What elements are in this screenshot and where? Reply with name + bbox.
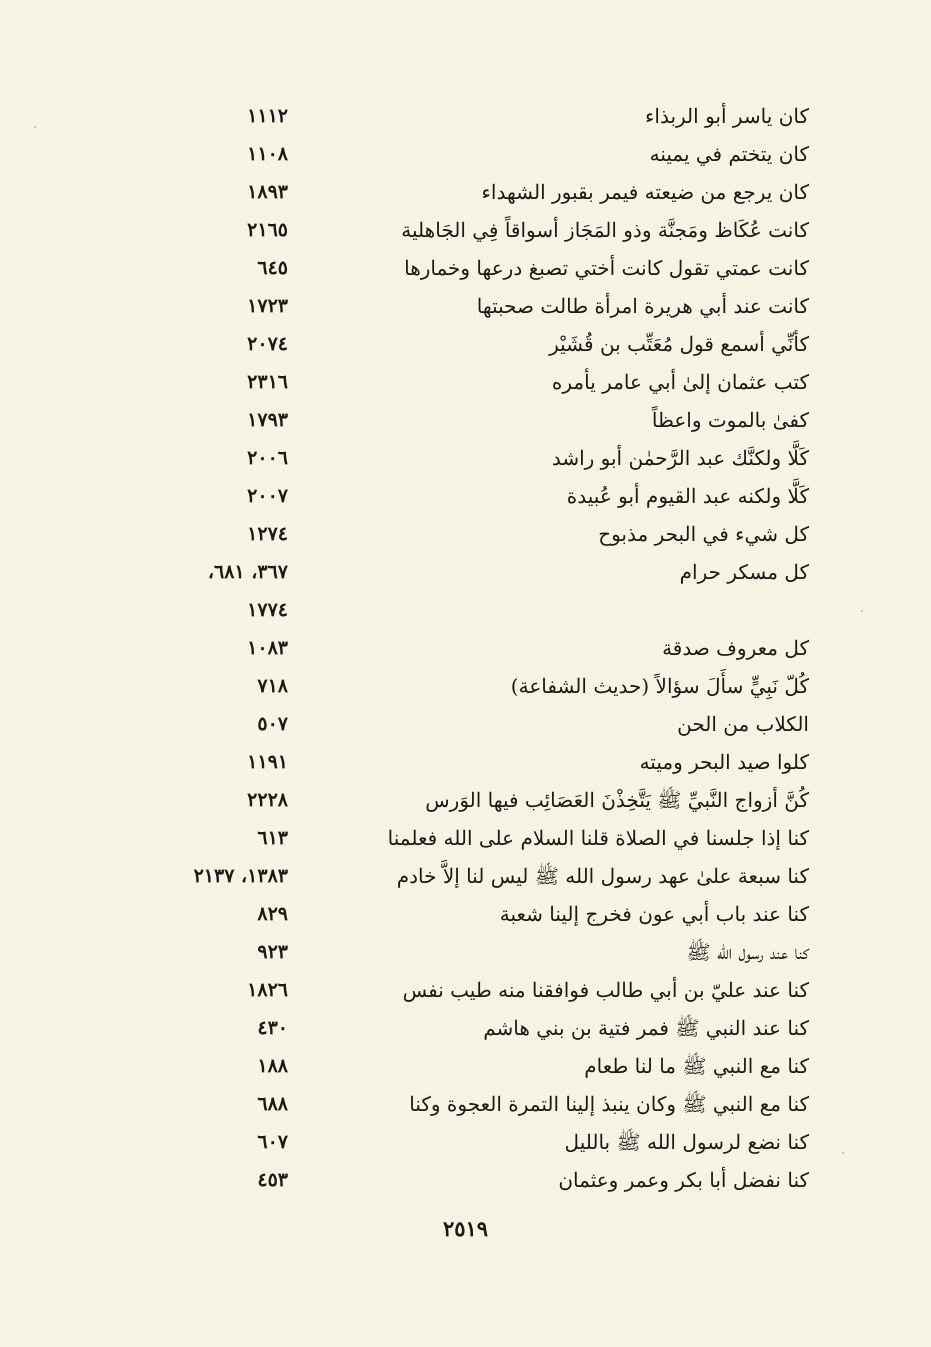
paper-speck [34,126,36,128]
entry-text: كنا سبعة علىٰ عهد رسول الله ﷺ ليس لنا إلاَّ خادم [396,864,809,888]
index-entry [0,668,931,706]
entry-number: ١٣٨٣، ٢١٣٧ [193,865,288,887]
paper-speck [842,1152,844,1154]
index-entry [0,972,931,1010]
entry-number: ٦٤٥ [257,257,288,279]
index-entry [0,98,931,136]
index-entry [0,364,931,402]
entry-number: ١٨٩٣ [247,181,288,203]
entry-text: كنا نفضل أبا بكر وعمر وعثمان [558,1168,809,1192]
entry-text: كلوا صيد البحر وميته [639,750,809,774]
index-entry [0,858,931,896]
entry-text: كل مسكر حرام [679,560,809,584]
entry-number: ٩٢٣ [257,941,288,963]
entry-text: كُلّ نَبِيٍّ سأَلَ سؤالاً (حديث الشفاعة) [510,674,809,698]
index-entry [0,212,931,250]
index-entry [0,630,931,668]
entry-number: ١١١٢ [247,105,288,127]
entry-number: ١١٩١ [247,751,288,773]
index-entry [0,592,931,630]
entry-number: ٢٠٧٤ [247,333,288,355]
index-entry [0,1124,931,1162]
entry-number: ٢٢٢٨ [247,789,288,811]
index-entry [0,250,931,288]
index-entry [0,554,931,592]
entry-text: كانت عمتي تقول كانت أختي تصبغ درعها وخمارها [404,256,809,280]
entry-text: كنا عند عليّ بن أبي طالب فوافقنا منه طيب نفس [402,978,809,1002]
index-entry [0,706,931,744]
entry-number: ٢١٦٥ [247,219,288,241]
entry-text: كنا عند باب أبي عون فخرج إلينا شعبة [499,902,809,926]
entry-number: ٣٦٧، ٦٨١، [207,561,288,583]
entry-number: ١٧٩٣ [247,409,288,431]
entry-number: ٤٥٣ [257,1169,288,1191]
index-entry [0,326,931,364]
entry-text: كتب عثمان إلىٰ أبي عامر يأمره [551,370,809,394]
entry-number: ٢٠٠٧ [247,485,288,507]
index-entry [0,1086,931,1124]
paper-speck [861,610,863,612]
entry-text: كنا عند رسول الله ﷺ [686,940,809,964]
entry-number: ٦٠٧ [257,1131,288,1153]
entry-text: كُنَّ أزواج النَّبيِّ ﷺ يَتَّخِذْنَ العَصَائِب فيها الوَرس [425,788,809,812]
entry-text: كَلَّا ولكنَّك عبد الرَّحمٰن أبو راشد [551,446,809,470]
index-entry [0,1048,931,1086]
index-entry [0,440,931,478]
entry-text: كل معروف صدقة [662,636,809,660]
index-entry [0,478,931,516]
entry-text: كَلَّا ولكنه عبد القيوم أبو عُبيدة [566,484,809,508]
entry-text: كان يتختم في يمينه [649,142,809,166]
index-entry [0,896,931,934]
entry-text: كأنِّي أسمع قول مُعَتِّب بن قُشَيْر [549,332,809,356]
index-entry [0,288,931,326]
entry-number: ١٠٨٣ [247,637,288,659]
entry-number: ١٨٢٦ [247,979,288,1001]
page-number: ٢٥١٩ [442,1216,489,1241]
entry-text: كانت عند أبي هريرة امرأة طالت صحبتها [476,294,809,318]
entry-text: كنا مع النبي ﷺ ما لنا طعام [584,1054,809,1078]
entry-number: ١٢٧٤ [247,523,288,545]
entry-number: ٦١٣ [257,827,288,849]
entry-text: كان يرجع من ضيعته فيمر بقبور الشهداء [481,180,809,204]
entry-text: كنا إذا جلسنا في الصلاة قلنا السلام على الله فعلمنا [387,826,809,850]
index-entry [0,744,931,782]
index-entry [0,934,931,972]
index-entry [0,1010,931,1048]
entry-text: كنا مع النبي ﷺ وكان ينبذ إلينا التمرة العجوة وكنا [409,1092,809,1116]
entry-number: ٦٨٨ [257,1093,288,1115]
entry-text: كان ياسر أبو الربذاء [645,104,809,128]
entry-text: كنا عند النبي ﷺ فمر فتية بن بني هاشم [483,1016,809,1040]
entry-text: الكلاب من الحن [677,712,809,736]
entry-number: ١٧٢٣ [247,295,288,317]
index-entry [0,174,931,212]
index-entry [0,820,931,858]
entry-text: كفىٰ بالموت واعظاً [651,408,809,432]
index-entry [0,136,931,174]
entry-number: ٢٠٠٦ [247,447,288,469]
entry-number: ١١٠٨ [247,143,288,165]
index-entry [0,782,931,820]
entry-text: كانت عُكَاظ ومَجنَّة وذو المَجَاز أسواقاً فِي الجَاهلية [401,218,809,242]
entry-number: ٥٠٧ [257,713,288,735]
index-entry [0,1162,931,1200]
entry-number: ١٨٨ [257,1055,288,1077]
index-entry [0,516,931,554]
index-entry [0,402,931,440]
entry-text: كل شيء في البحر مذبوح [598,522,809,546]
entry-number: ٨٢٩ [257,903,288,925]
entry-number: ٤٣٠ [257,1017,288,1039]
entry-number: ١٧٧٤ [247,599,288,621]
entry-number: ٢٣١٦ [247,371,288,393]
entry-number: ٧١٨ [257,675,288,697]
entry-text: كنا نضع لرسول الله ﷺ بالليل [564,1130,809,1154]
